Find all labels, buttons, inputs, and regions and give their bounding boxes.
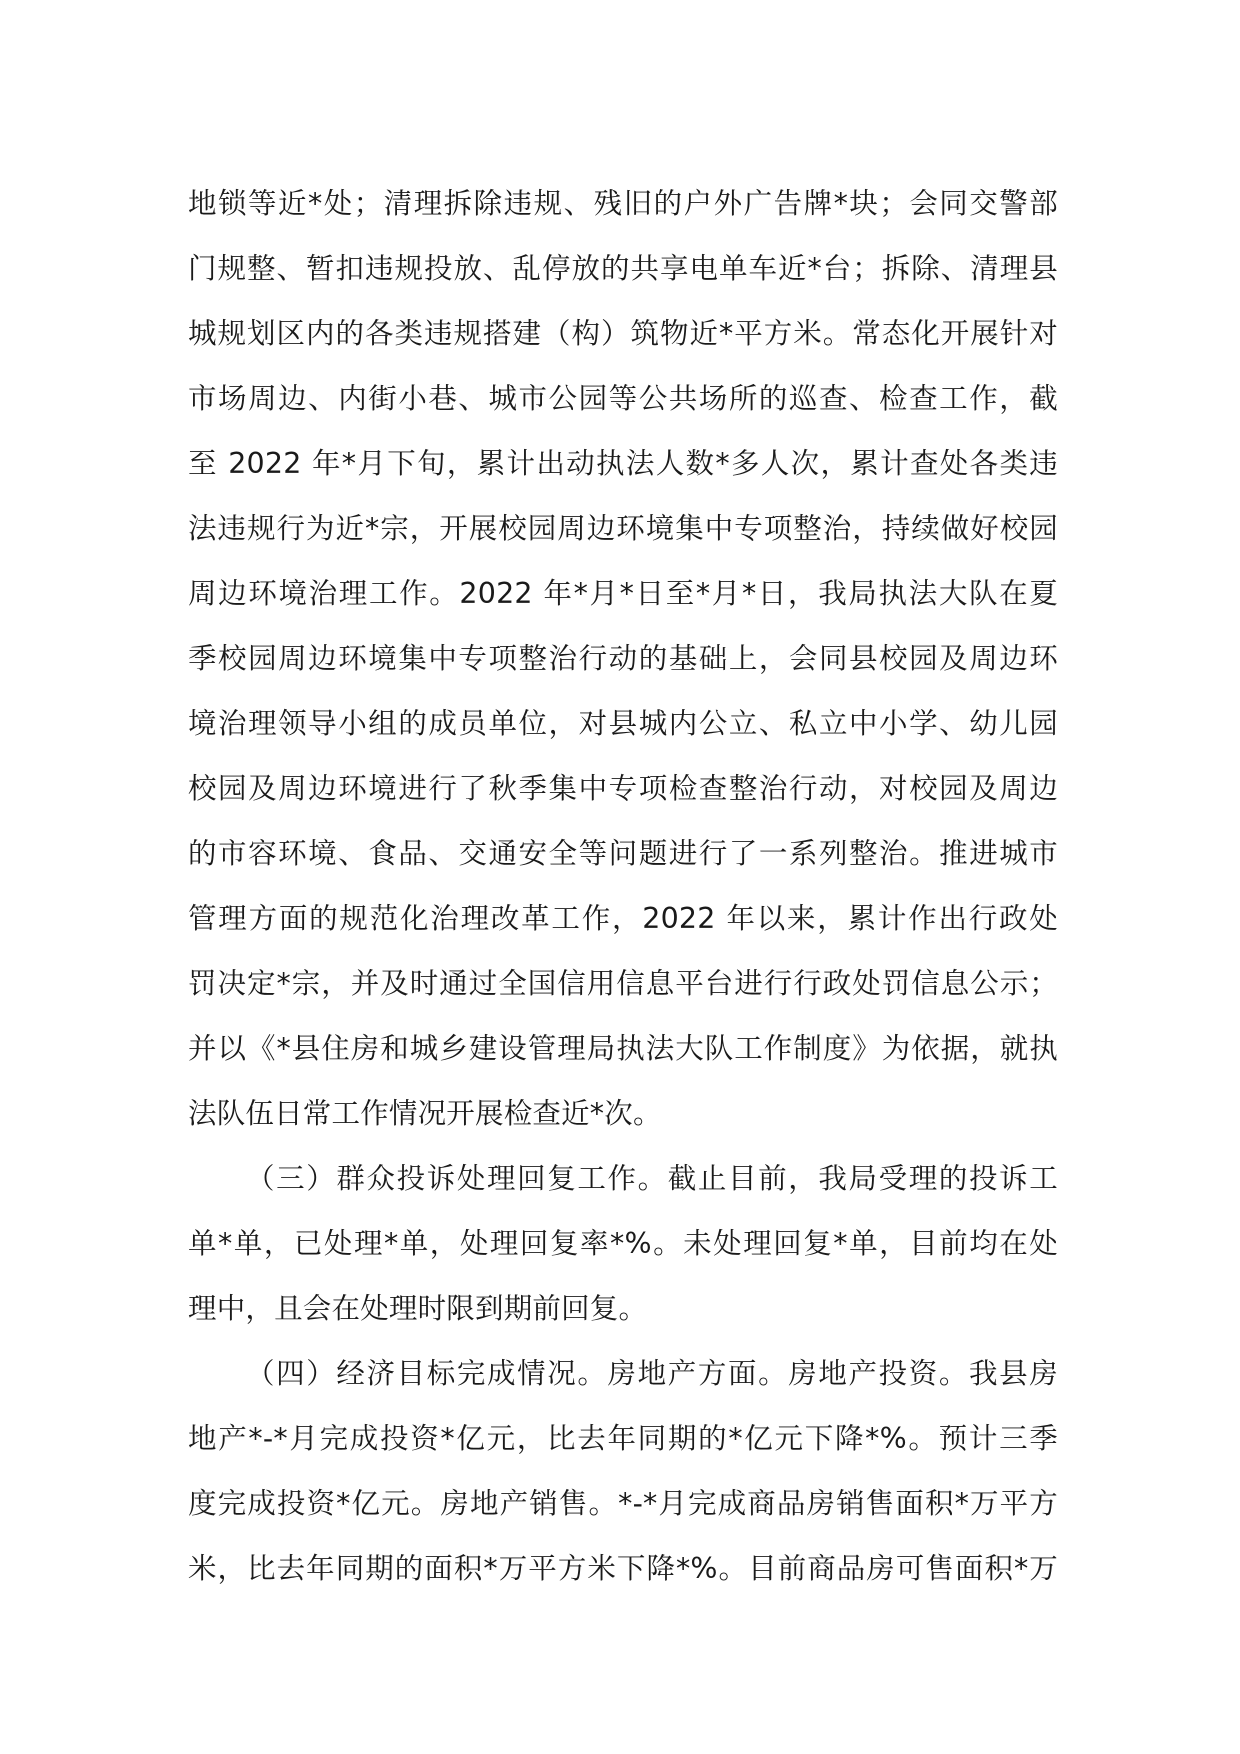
text-line: 米，比去年同期的面积*万平方米下降*%。目前商品房可售面积*万 bbox=[188, 1552, 1058, 1585]
text-line: 季校园周边环境集中专项整治行动的基础上，会同县校园及周边环 bbox=[188, 642, 1058, 675]
paragraph-complaints bbox=[188, 1146, 1058, 1341]
text-line: 境治理领导小组的成员单位，对县城内公立、私立中小学、幼儿园 bbox=[188, 707, 1058, 740]
text-line: 罚决定*宗，并及时通过全国信用信息平台进行行政处罚信息公示； bbox=[188, 967, 1058, 1000]
text-line: 法违规行为近*宗，开展校园周边环境集中专项整治，持续做好校园 bbox=[188, 512, 1058, 545]
text-line: 门规整、暂扣违规投放、乱停放的共享电单车近*台；拆除、清理县 bbox=[188, 252, 1058, 285]
text-line: 城规划区内的各类违规搭建（构）筑物近*平方米。常态化开展针对 bbox=[188, 317, 1058, 350]
paragraph-enforcement-work bbox=[188, 171, 1058, 1146]
text-line: 并以《*县住房和城乡建设管理局执法大队工作制度》为依据，就执 bbox=[188, 1032, 1058, 1065]
text-line: 法队伍日常工作情况开展检查近*次。 bbox=[188, 1097, 662, 1130]
text-line: 度完成投资*亿元。房地产销售。*-*月完成商品房销售面积*万平方 bbox=[188, 1487, 1058, 1520]
text-line: 市场周边、内街小巷、城市公园等公共场所的巡查、检查工作，截 bbox=[188, 382, 1058, 415]
document-body bbox=[188, 171, 1058, 1601]
text-line: 理中，且会在处理时限到期前回复。 bbox=[188, 1292, 648, 1325]
text-line: 地锁等近*处；清理拆除违规、残旧的户外广告牌*块；会同交警部 bbox=[188, 187, 1058, 220]
text-line: 地产*-*月完成投资*亿元，比去年同期的*亿元下降*%。预计三季 bbox=[188, 1422, 1058, 1455]
text-line: 管理方面的规范化治理改革工作，2022 年以来，累计作出行政处 bbox=[188, 902, 1058, 935]
text-line: （四）经济目标完成情况。房地产方面。房地产投资。我县房 bbox=[246, 1357, 1058, 1390]
paragraph-economic-targets bbox=[188, 1341, 1058, 1601]
text-line: 至 2022 年*月下旬，累计出动执法人数*多人次，累计查处各类违 bbox=[188, 447, 1058, 480]
text-line: 单*单，已处理*单，处理回复率*%。未处理回复*单，目前均在处 bbox=[188, 1227, 1058, 1260]
text-line: 校园及周边环境进行了秋季集中专项检查整治行动，对校园及周边 bbox=[188, 772, 1058, 805]
text-line: 周边环境治理工作。2022 年*月*日至*月*日，我局执法大队在夏 bbox=[188, 577, 1058, 610]
text-line: 的市容环境、食品、交通安全等问题进行了一系列整治。推进城市 bbox=[188, 837, 1058, 870]
text-line: （三）群众投诉处理回复工作。截止目前，我局受理的投诉工 bbox=[246, 1162, 1058, 1195]
